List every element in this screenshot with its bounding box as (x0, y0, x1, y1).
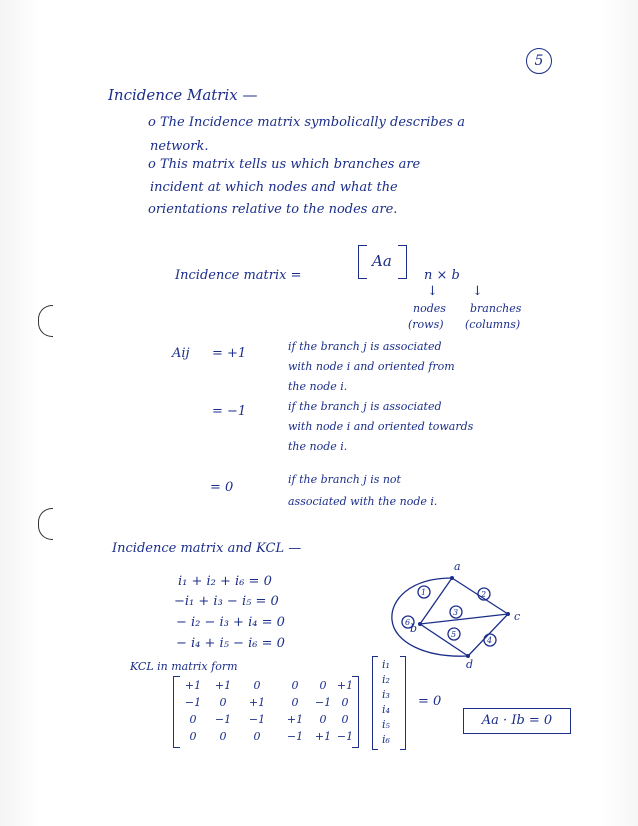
matrix-cell: 0 (341, 713, 349, 726)
rule-2-line-3: the node i. (288, 440, 348, 453)
matrix-cell: 0 (291, 679, 299, 692)
network-graph (380, 560, 530, 670)
matrix-cell: +1 (248, 696, 266, 709)
matrix-cell: −1 (184, 696, 202, 709)
matrix-cell: 0 (219, 696, 227, 709)
current-vector-entry: i₆ (382, 733, 390, 746)
matrix-cell: +1 (286, 713, 304, 726)
kcl-matrix-bracket-left (173, 676, 180, 748)
incidence-matrix-label: Incidence matrix = (175, 268, 302, 283)
equals-zero: = 0 (418, 694, 442, 709)
rule-2-value: = −1 (212, 404, 247, 419)
kcl-equation-2: −i₁ + i₃ − i₅ = 0 (174, 594, 279, 609)
branch-3-label: 3 (453, 608, 459, 617)
kcl-heading: Incidence matrix and KCL — (112, 541, 302, 556)
bullet-line-2: network. (150, 139, 209, 154)
kcl-equation-1: i₁ + i₂ + i₆ = 0 (178, 574, 272, 589)
binder-hole-bottom (38, 508, 53, 540)
nodes-label: nodes (413, 302, 446, 315)
branch-6-label: 6 (405, 618, 411, 627)
branch-1-edge (420, 578, 452, 624)
node-a-dot (450, 576, 454, 580)
matrix-cell: +1 (314, 730, 332, 743)
current-vector-entry: i₃ (382, 688, 390, 701)
current-vector-entry: i₂ (382, 673, 390, 686)
node-c-dot (506, 612, 510, 616)
rule-1-value: = +1 (212, 346, 247, 361)
branches-label: branches (470, 302, 522, 315)
matrix-cell: 0 (253, 730, 261, 743)
rule-2-line-2: with node i and oriented towards (288, 420, 474, 433)
branch-1-label: 1 (421, 588, 427, 597)
bullet-line-1: o The Incidence matrix symbolically describes a (148, 115, 465, 130)
matrix-cell: −1 (248, 713, 266, 726)
page-number: 5 (526, 48, 552, 74)
node-b-label: b (410, 622, 418, 635)
matrix-cell: 0 (291, 696, 299, 709)
branches-arrow: ↓ (472, 284, 483, 299)
matrix-cell: −1 (286, 730, 304, 743)
rule-3-value: = 0 (210, 480, 234, 495)
rule-1-line-1: if the branch j is associated (288, 340, 442, 353)
matrix-cell: −1 (336, 730, 354, 743)
matrix-cell: −1 (214, 713, 232, 726)
rule-1-line-2: with node i and oriented from (288, 360, 455, 373)
kcl-equation-3: − i₂ − i₃ + i₄ = 0 (176, 615, 285, 630)
columns-label: (columns) (465, 318, 521, 331)
current-vector-entry: i₄ (382, 703, 390, 716)
matrix-bracket-right (398, 245, 407, 279)
matrix-cell: +1 (184, 679, 202, 692)
rule-2-line-1: if the branch j is associated (288, 400, 442, 413)
matrix-cell: 0 (341, 696, 349, 709)
current-vector-bracket-left (372, 656, 378, 750)
branch-5-label: 5 (451, 630, 457, 639)
node-d-label: d (466, 658, 474, 670)
rule-3-line-2: associated with the node i. (288, 495, 438, 508)
page-title: Incidence Matrix — (108, 86, 258, 104)
rule-1-line-3: the node i. (288, 380, 348, 393)
kcl-matrix-form-label: KCL in matrix form (130, 660, 238, 673)
current-vector-bracket-right (400, 656, 406, 750)
rows-label: (rows) (408, 318, 444, 331)
matrix-cell: +1 (214, 679, 232, 692)
binder-hole-top (38, 305, 53, 337)
matrix-cell: −1 (314, 696, 332, 709)
matrix-dimension: n × b (424, 268, 460, 283)
bullet-line-3: o This matrix tells us which branches are (148, 157, 421, 172)
nodes-arrow: ↓ (427, 284, 438, 299)
matrix-symbol: Aa (372, 252, 392, 270)
matrix-cell: 0 (189, 713, 197, 726)
current-vector-entry: i₁ (382, 658, 390, 671)
branch-2-label: 2 (481, 590, 487, 599)
boxed-result: Aa · Ib = 0 (463, 708, 571, 734)
aij-symbol: Aij (172, 346, 190, 361)
matrix-bracket-left (358, 245, 367, 279)
matrix-cell: 0 (219, 730, 227, 743)
matrix-cell: 0 (319, 713, 327, 726)
matrix-cell: 0 (189, 730, 197, 743)
matrix-cell: 0 (253, 679, 261, 692)
kcl-equation-4: − i₄ + i₅ − i₆ = 0 (176, 636, 285, 651)
node-c-label: c (514, 610, 521, 623)
bullet-line-5: orientations relative to the nodes are. (148, 202, 398, 217)
current-vector-entry: i₅ (382, 718, 390, 731)
bullet-line-4: incident at which nodes and what the (150, 180, 398, 195)
branch-4-label: 4 (487, 636, 493, 645)
rule-3-line-1: if the branch j is not (288, 473, 401, 486)
branch-3-edge (420, 614, 508, 624)
node-a-label: a (454, 560, 461, 573)
matrix-cell: +1 (336, 679, 354, 692)
matrix-cell: 0 (319, 679, 327, 692)
node-b-dot (418, 622, 422, 626)
